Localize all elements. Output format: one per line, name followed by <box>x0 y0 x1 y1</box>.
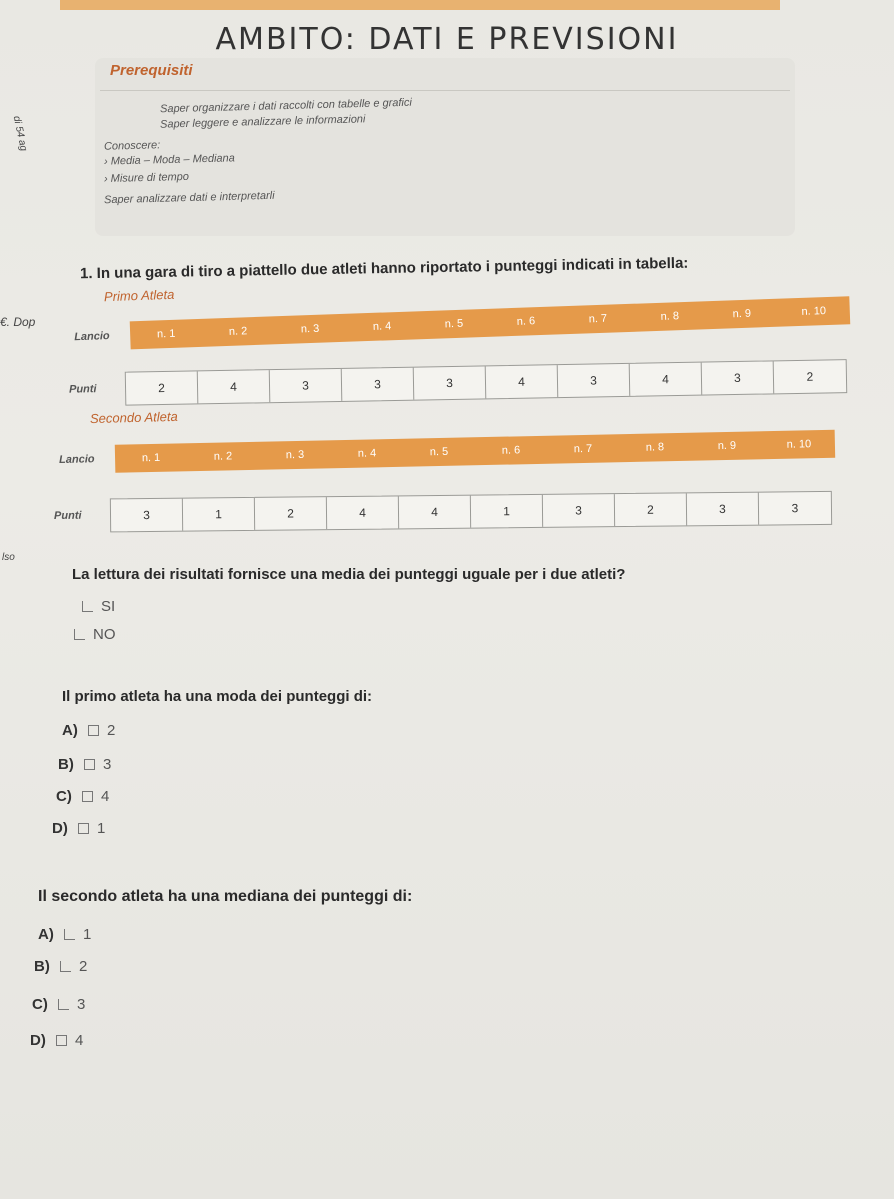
option-letter: B) <box>58 756 74 773</box>
points-cell: 2 <box>806 369 814 384</box>
checkbox-icon[interactable] <box>78 823 89 834</box>
points-cell: 1 <box>471 495 543 528</box>
athlete2-points-cells <box>110 491 832 533</box>
prerequisite-line: Conoscere: <box>103 139 161 153</box>
throw-header-cell: n. 9 <box>732 307 752 321</box>
option-letter: B) <box>34 958 50 975</box>
throw-header-cell: n. 9 <box>717 439 737 453</box>
prerequisite-line: Saper leggere e analizzare le informazioni <box>159 113 366 131</box>
throw-header-cell: n. 8 <box>660 310 680 323</box>
checkbox-icon[interactable] <box>84 759 95 770</box>
option-letter: C) <box>32 996 48 1013</box>
page-title: AMBITO: DATI E PREVISIONI <box>215 22 679 57</box>
throw-row-label: Lancio <box>58 453 95 466</box>
prerequisite-line: › Misure di tempo <box>103 170 190 186</box>
option-value: 2 <box>107 722 116 739</box>
athlete1-points-cells <box>125 359 847 406</box>
prerequisites-divider <box>100 90 790 91</box>
throw-header-cell: n. 8 <box>645 441 665 454</box>
throw-header-cell: n. 4 <box>372 320 392 333</box>
checkbox-icon[interactable] <box>64 929 75 940</box>
throw-header-cell: n. 3 <box>300 322 320 336</box>
mode-option-c[interactable] <box>56 788 109 805</box>
option-value: 4 <box>101 788 110 805</box>
points-row-label: Punti <box>53 509 82 522</box>
athlete2-throw-row <box>45 426 836 479</box>
prerequisites-box <box>95 58 795 236</box>
points-cell: 1 <box>183 498 255 531</box>
prerequisite-line: › Media – Moda – Mediana <box>103 152 235 168</box>
option-letter: C) <box>56 788 72 805</box>
prerequisites-heading: Prerequisiti <box>110 62 193 79</box>
points-row-label: Punti <box>68 383 97 396</box>
points-cell: 4 <box>327 496 399 529</box>
points-cell: 3 <box>270 369 343 402</box>
throw-header-cell: n. 2 <box>213 450 233 463</box>
points-cell: 4 <box>399 496 471 529</box>
throw-header-cell: n. 7 <box>588 312 608 326</box>
points-cell: 3 <box>414 366 487 399</box>
option-value: 2 <box>79 958 88 975</box>
option-letter: D) <box>52 820 68 837</box>
points-cell: 3 <box>558 364 631 397</box>
checkbox-icon[interactable] <box>88 725 99 736</box>
throw-row-label: Lancio <box>74 330 110 344</box>
points-cell: 3 <box>702 361 775 394</box>
throw-header-cell: n. 6 <box>516 315 536 328</box>
athlete2-points-row <box>40 490 832 534</box>
option-label: NO <box>93 626 116 643</box>
median-option-a[interactable] <box>38 926 91 943</box>
throw-header-cell: n. 6 <box>501 444 521 457</box>
throw-header-cell: n. 1 <box>156 327 176 341</box>
mode-option-a[interactable] <box>62 722 115 739</box>
throw-header-cell: n. 4 <box>357 447 377 460</box>
prerequisite-line: Saper analizzare dati e interpretarli <box>103 189 275 207</box>
athlete1-throw-row <box>60 292 851 356</box>
athlete1-label: Primo Atleta <box>103 286 175 305</box>
points-cell: 3 <box>111 499 183 532</box>
throw-header-cell: n. 5 <box>444 317 464 331</box>
athlete2-label: Secondo Atleta <box>89 408 178 427</box>
checkbox-icon[interactable] <box>58 999 69 1010</box>
option-value: 4 <box>75 1032 84 1049</box>
option-no[interactable] <box>74 626 116 643</box>
athlete1-throw-header <box>130 296 851 349</box>
median-option-d[interactable] <box>30 1032 83 1049</box>
points-cell: 3 <box>791 501 799 516</box>
checkbox-icon[interactable] <box>60 961 71 972</box>
throw-header-cell: n. 10 <box>801 305 827 318</box>
athlete1-points-row <box>55 358 848 408</box>
checkbox-icon[interactable] <box>82 601 93 612</box>
margin-note: di 54 ag <box>10 114 29 153</box>
throw-header-cell: n. 2 <box>228 325 248 338</box>
checkbox-icon[interactable] <box>56 1035 67 1046</box>
points-cell: 2 <box>126 371 199 404</box>
margin-note: €. Dop <box>0 315 36 329</box>
points-cell: 4 <box>630 363 703 396</box>
throw-header-cell: n. 1 <box>141 451 161 465</box>
mode-option-b[interactable] <box>58 756 111 773</box>
prerequisite-line: Saper organizzare i dati raccolti con tabelle e grafici <box>159 96 413 116</box>
question-intro: 1. In una gara di tiro a piattello due atleti hanno riportato i punteggi indicati in tabella: <box>79 254 689 283</box>
points-cell: 2 <box>615 493 687 526</box>
option-si[interactable] <box>82 598 115 615</box>
points-cell: 3 <box>543 494 615 527</box>
median-option-b[interactable] <box>34 958 87 975</box>
option-value: 3 <box>77 996 86 1013</box>
median-option-c[interactable] <box>32 996 85 1013</box>
athlete2-throw-header <box>115 430 835 473</box>
mode-option-d[interactable] <box>52 820 105 837</box>
option-label: SI <box>101 598 116 615</box>
checkbox-icon[interactable] <box>82 791 93 802</box>
points-cell: 3 <box>687 493 759 526</box>
points-cell: 4 <box>486 365 559 398</box>
option-letter: D) <box>30 1032 46 1049</box>
throw-header-cell: n. 10 <box>786 438 812 451</box>
option-value: 1 <box>83 926 92 943</box>
question-mode: Il primo atleta ha una moda dei punteggi di: <box>62 688 373 705</box>
points-cell: 2 <box>255 497 327 530</box>
points-cell: 4 <box>198 370 271 403</box>
option-value: 3 <box>103 756 112 773</box>
question-median: Il secondo atleta ha una mediana dei punteggi di: <box>38 888 413 905</box>
top-color-strip <box>60 0 780 10</box>
checkbox-icon[interactable] <box>74 629 85 640</box>
option-value: 1 <box>97 820 106 837</box>
option-letter: A) <box>62 722 78 739</box>
margin-note: lso <box>2 552 15 563</box>
throw-header-cell: n. 5 <box>429 445 449 459</box>
points-cell: 3 <box>342 368 415 401</box>
question-mean: La lettura dei risultati fornisce una media dei punteggi uguale per i due atleti? <box>72 566 626 583</box>
throw-header-cell: n. 7 <box>573 442 593 456</box>
option-letter: A) <box>38 926 54 943</box>
throw-header-cell: n. 3 <box>285 448 305 462</box>
